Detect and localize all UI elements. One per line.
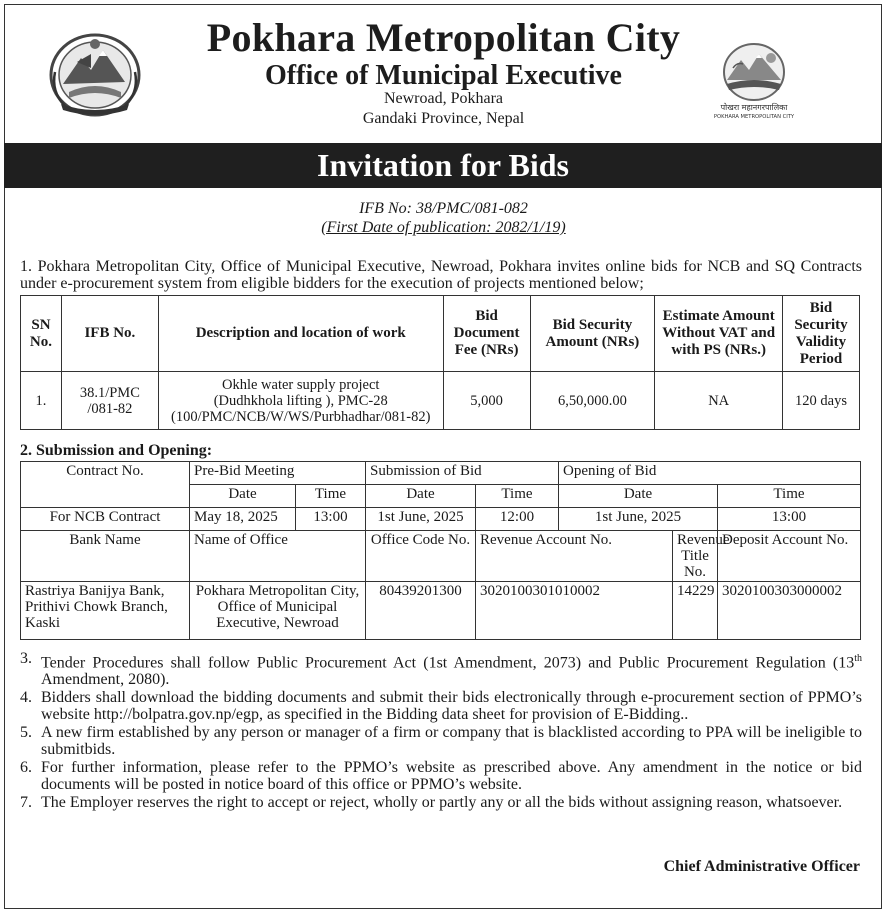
deposit-account-cell: 3020100303000002 [718,582,861,640]
revenue-account-header: Revenue Account No. [476,531,673,582]
header-sn: SN No. [21,296,62,372]
submission-of-bid-header: Submission of Bid [366,462,559,485]
logo-native-text: पोखरा महानगरपालिका [720,103,788,112]
sub-date-cell: 1st June, 2025 [366,508,476,531]
item-number: 6. [20,759,32,777]
cell-ifb: 38.1/PMC /081-82 [61,372,158,430]
sub-time-header: Time [476,485,559,508]
publication-date [0,219,887,237]
open-date-cell: 1st June, 2025 [559,508,718,531]
sub-time-cell: 12:00 [476,508,559,531]
item-number: 4. [20,689,32,707]
revenue-title-header: Revenue Title No. [673,531,718,582]
item-text: The Employer reserves the right to accept or reject, wholly or partly any or all the bids without assigning reason, whatsoever. [41,794,843,812]
item-number: 7. [20,794,32,812]
open-time-header: Time [718,485,861,508]
ifb-number: IFB No: 38/PMC/081-082 [359,200,528,217]
opening-of-bid-header: Opening of Bid [559,462,861,485]
cell-security: 6,50,000.00 [530,372,655,430]
prebid-header: Pre-Bid Meeting [190,462,366,485]
pokhara-city-logo-icon [711,40,797,120]
bank-name-cell: Rastriya Banijya Bank, Prithivi Chowk Branch, Kaski [21,582,190,640]
page-title: Pokhara Metropolitan City [206,15,681,60]
cell-estimate: NA [655,372,783,430]
conditions-list [20,650,862,812]
item-text-end: Amendment, 2080). [41,671,170,689]
open-time-cell: 13:00 [718,508,861,531]
sub-date-header: Date [366,485,476,508]
invitation-banner: Invitation for Bids [4,143,882,188]
office-name-header: Name of Office [190,531,366,582]
prebid-time-header: Time [296,485,366,508]
header-validity: Bid Security Validity Period [783,296,860,372]
cell-fee: 5,000 [443,372,530,430]
header-description: Description and location of work [158,296,443,372]
office-code-header: Office Code No. [366,531,476,582]
table-row [21,372,860,430]
table-row [21,508,861,531]
contract-no-header: Contract No. [21,462,190,508]
bid-table [20,295,860,430]
intro-paragraph: 1. Pokhara Metropolitan City, Office of Municipal Executive, Newroad, Pokhara invites online bids for NCB and SQ Contracts under e-procurement system from eligible bidders for the execution of projects mentioned below; [20,258,862,292]
logo-caption-text: POKHARA METROPOLITAN CITY [713,114,795,120]
submission-heading: 2. Submission and Opening: [20,442,213,459]
revenue-account-cell: 3020100301010002 [476,582,673,640]
bank-name-header: Bank Name [21,531,190,582]
list-item [20,759,862,793]
office-subtitle: Office of Municipal Executive [265,60,622,91]
cell-sn: 1. [21,372,62,430]
contract-cell: For NCB Contract [21,508,190,531]
publication-date-text: (First Date of publication: 2082/1/19) [321,219,566,236]
address-line-1: Newroad, Pokhara [383,90,504,107]
desc-line-3: (100/PMC/NCB/W/WS/Purbhadhar/081-82) [171,408,431,425]
desc-line-2: (Dudhkhola lifting ), PMC-28 [213,392,388,409]
prebid-date-header: Date [190,485,296,508]
table-row [21,582,861,640]
header [0,0,887,140]
submission-header-row [21,462,861,485]
bid-table-header-row [21,296,860,372]
submission-table [20,461,861,640]
prebid-date-cell: May 18, 2025 [190,508,296,531]
revenue-title-cell: 14229 [673,582,718,640]
item-text: Tender Procedures shall follow Public Procurement Act (1st Amendment, 2073) and Public Procurement Regulation (13 [41,654,855,672]
header-estimate: Estimate Amount Without VAT and with PS (NRs.) [655,296,783,372]
header-security: Bid Security Amount (NRs) [530,296,655,372]
item-superscript: th [854,653,862,664]
cell-description [158,372,443,430]
address-line-2: Gandaki Province, Nepal [362,110,525,127]
deposit-account-header: Deposit Account No. [718,531,861,582]
item-text: For further information, please refer to the PPMO’s website as prescribed above. Any amendment in the notice or bid documents will be posted in notice board of this office or PPMO’s website. [41,759,862,794]
header-fee: Bid Document Fee (NRs) [443,296,530,372]
list-item [20,724,862,758]
open-date-header: Date [559,485,718,508]
desc-line-1: Okhle water supply project [221,376,380,393]
header-ifb: IFB No. [61,296,158,372]
list-item [20,794,862,811]
signature: Chief Administrative Officer [663,858,860,875]
list-item [20,650,862,688]
office-code-cell: 80439201300 [366,582,476,640]
item-number: 5. [20,724,32,742]
office-name-cell: Pokhara Metropolitan City, Office of Municipal Executive, Newroad [190,582,366,640]
prebid-time-cell: 13:00 [296,508,366,531]
list-item [20,689,862,723]
cell-validity: 120 days [783,372,860,430]
bank-header-row [21,531,861,582]
item-text: Bidders shall download the bidding documents and submit their bids electronically through e-procurement section of PPMO’s website http://bolpatra.gov.np/egp, as specified in the Bidding data sheet for provision of E-Bidding.. [41,689,862,724]
item-text: A new firm established by any person or manager of a firm or company that is blacklisted according to PPA will be ineligible to submitbids. [41,724,862,759]
item-number: 3. [20,650,32,667]
